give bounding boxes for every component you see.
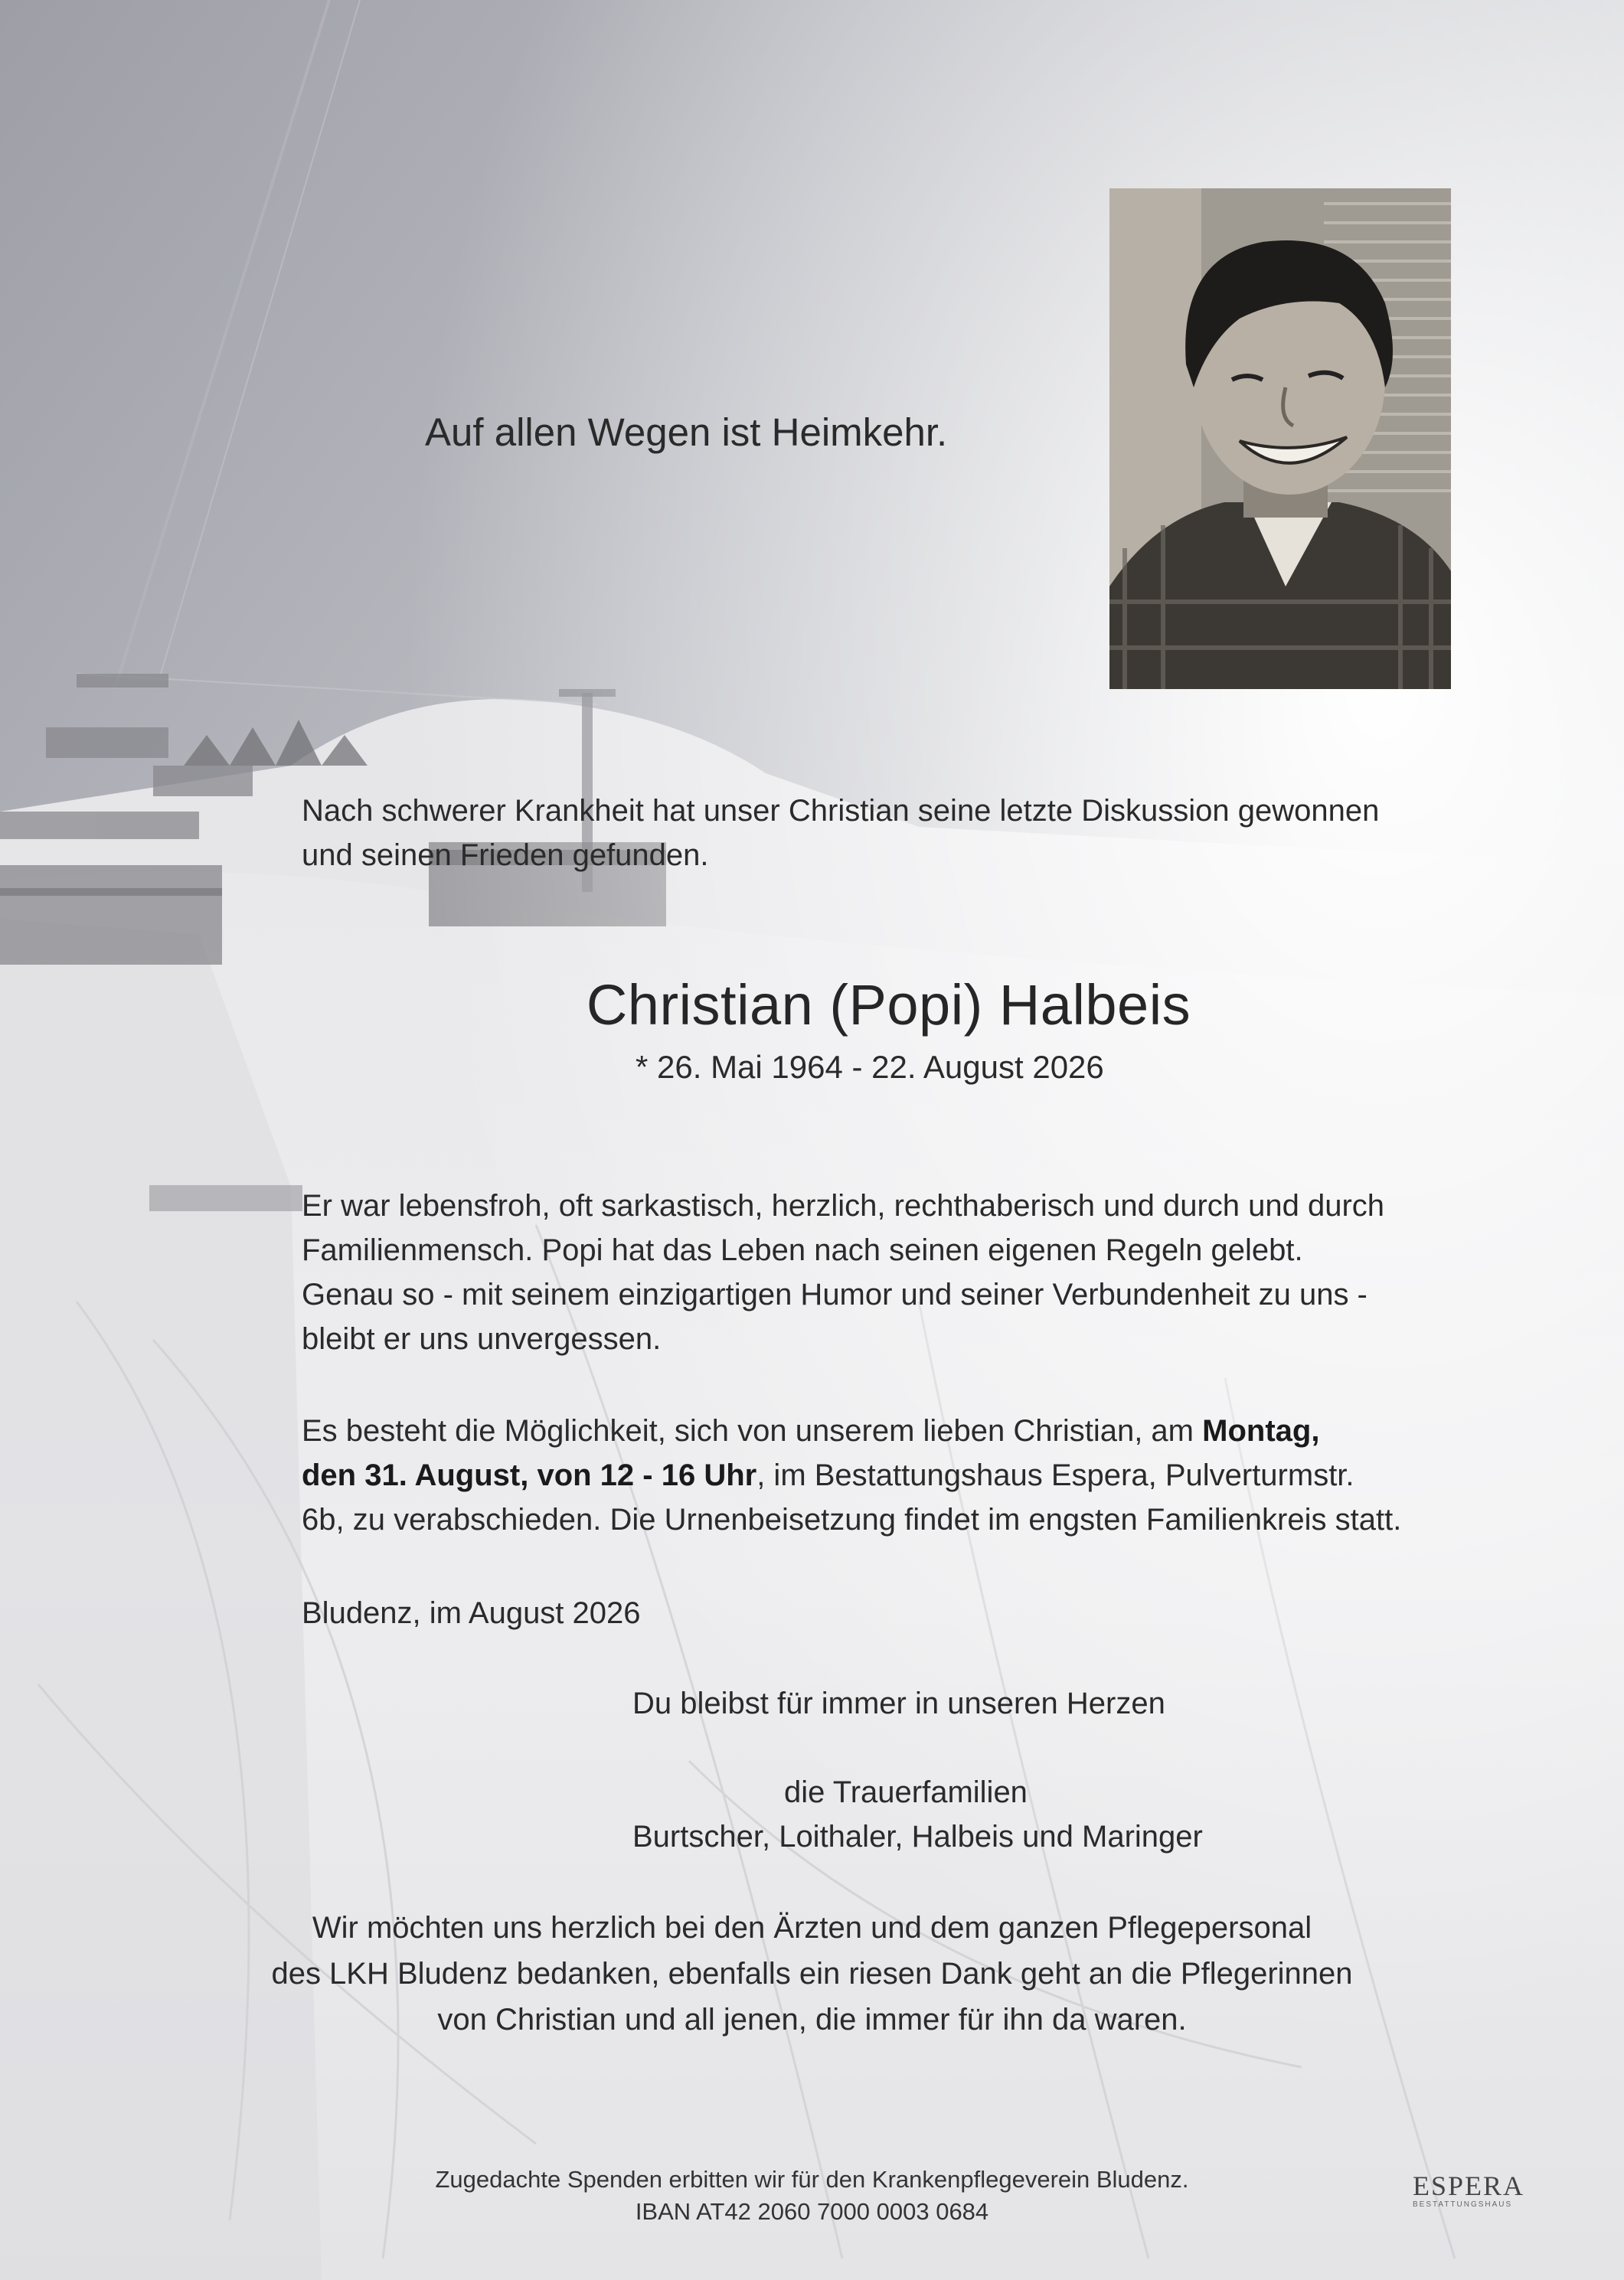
tribute-line: Er war lebensfroh, oft sarkastisch, herzlich, rechthaberisch und durch und durch (302, 1189, 1385, 1223)
farewell-day: Montag, (1202, 1414, 1320, 1448)
families-names: Burtscher, Loithaler, Halbeis und Maringer (632, 1820, 1203, 1854)
donation-line: Zugedachte Spenden erbitten wir für den Krankenpflegeverein Bludenz. (435, 2166, 1189, 2193)
farewell-line: 6b, zu verabschieden. Die Urnenbeisetzung findet im engsten Familienkreis statt. (302, 1503, 1402, 1537)
tribute-line: Genau so - mit seinem einzigartigen Humor und seiner Verbundenheit zu uns - (302, 1278, 1367, 1311)
life-dates: * 26. Mai 1964 - 22. August 2026 (636, 1049, 1104, 1085)
farewell-text (302, 1409, 1401, 1542)
thanks-line: Wir möchten uns herzlich bei den Ärzten und dem ganzen Pflegepersonal (312, 1911, 1312, 1945)
tribute-line: bleibt er uns unvergessen. (302, 1322, 662, 1356)
deceased-name: Christian (Popi) Halbeis (586, 973, 1191, 1037)
farewell-text-part: , im Bestattungshaus Espera, Pulverturmstr. (756, 1458, 1354, 1492)
farewell-time: den 31. August, von 12 - 16 Uhr (302, 1458, 757, 1492)
place-date: Bludenz, im August 2026 (302, 1596, 641, 1630)
motto: Auf allen Wegen ist Heimkehr. (425, 410, 948, 454)
tribute-line: Familienmensch. Popi hat das Leben nach seinen eigenen Regeln gelebt. (302, 1233, 1303, 1267)
thanks-line: von Christian und all jenen, die immer für ihn da waren. (437, 2003, 1187, 2037)
farewell-text-part: Es besteht die Möglichkeit, sich von unserem lieben Christian, am (302, 1414, 1203, 1448)
thanks-text (0, 1905, 1624, 2043)
farewell-line (302, 1453, 1401, 1498)
farewell-line (302, 1409, 1401, 1453)
portrait-photo (1109, 188, 1451, 689)
tribute-text (302, 1184, 1384, 1361)
donation-line: IBAN AT42 2060 7000 0003 0684 (635, 2198, 989, 2225)
donation-note (0, 2164, 1624, 2228)
families-label: die Trauerfamilien (784, 1775, 1028, 1809)
logo-subtitle: BESTATTUNGSHAUS (1413, 2200, 1513, 2209)
closing-line: Du bleibst für immer in unseren Herzen (632, 1687, 1165, 1720)
espera-logo (1413, 2170, 1525, 2209)
thanks-line: des LKH Bludenz bedanken, ebenfalls ein riesen Dank geht an die Pflegerinnen (271, 1957, 1353, 1991)
logo-brand: ESPERA (1413, 2171, 1525, 2201)
intro-line: Nach schwerer Krankheit hat unser Christian seine letzte Diskussion gewonnen (302, 794, 1380, 828)
intro-text (302, 789, 1379, 877)
intro-line: und seinen Frieden gefunden. (302, 838, 709, 872)
